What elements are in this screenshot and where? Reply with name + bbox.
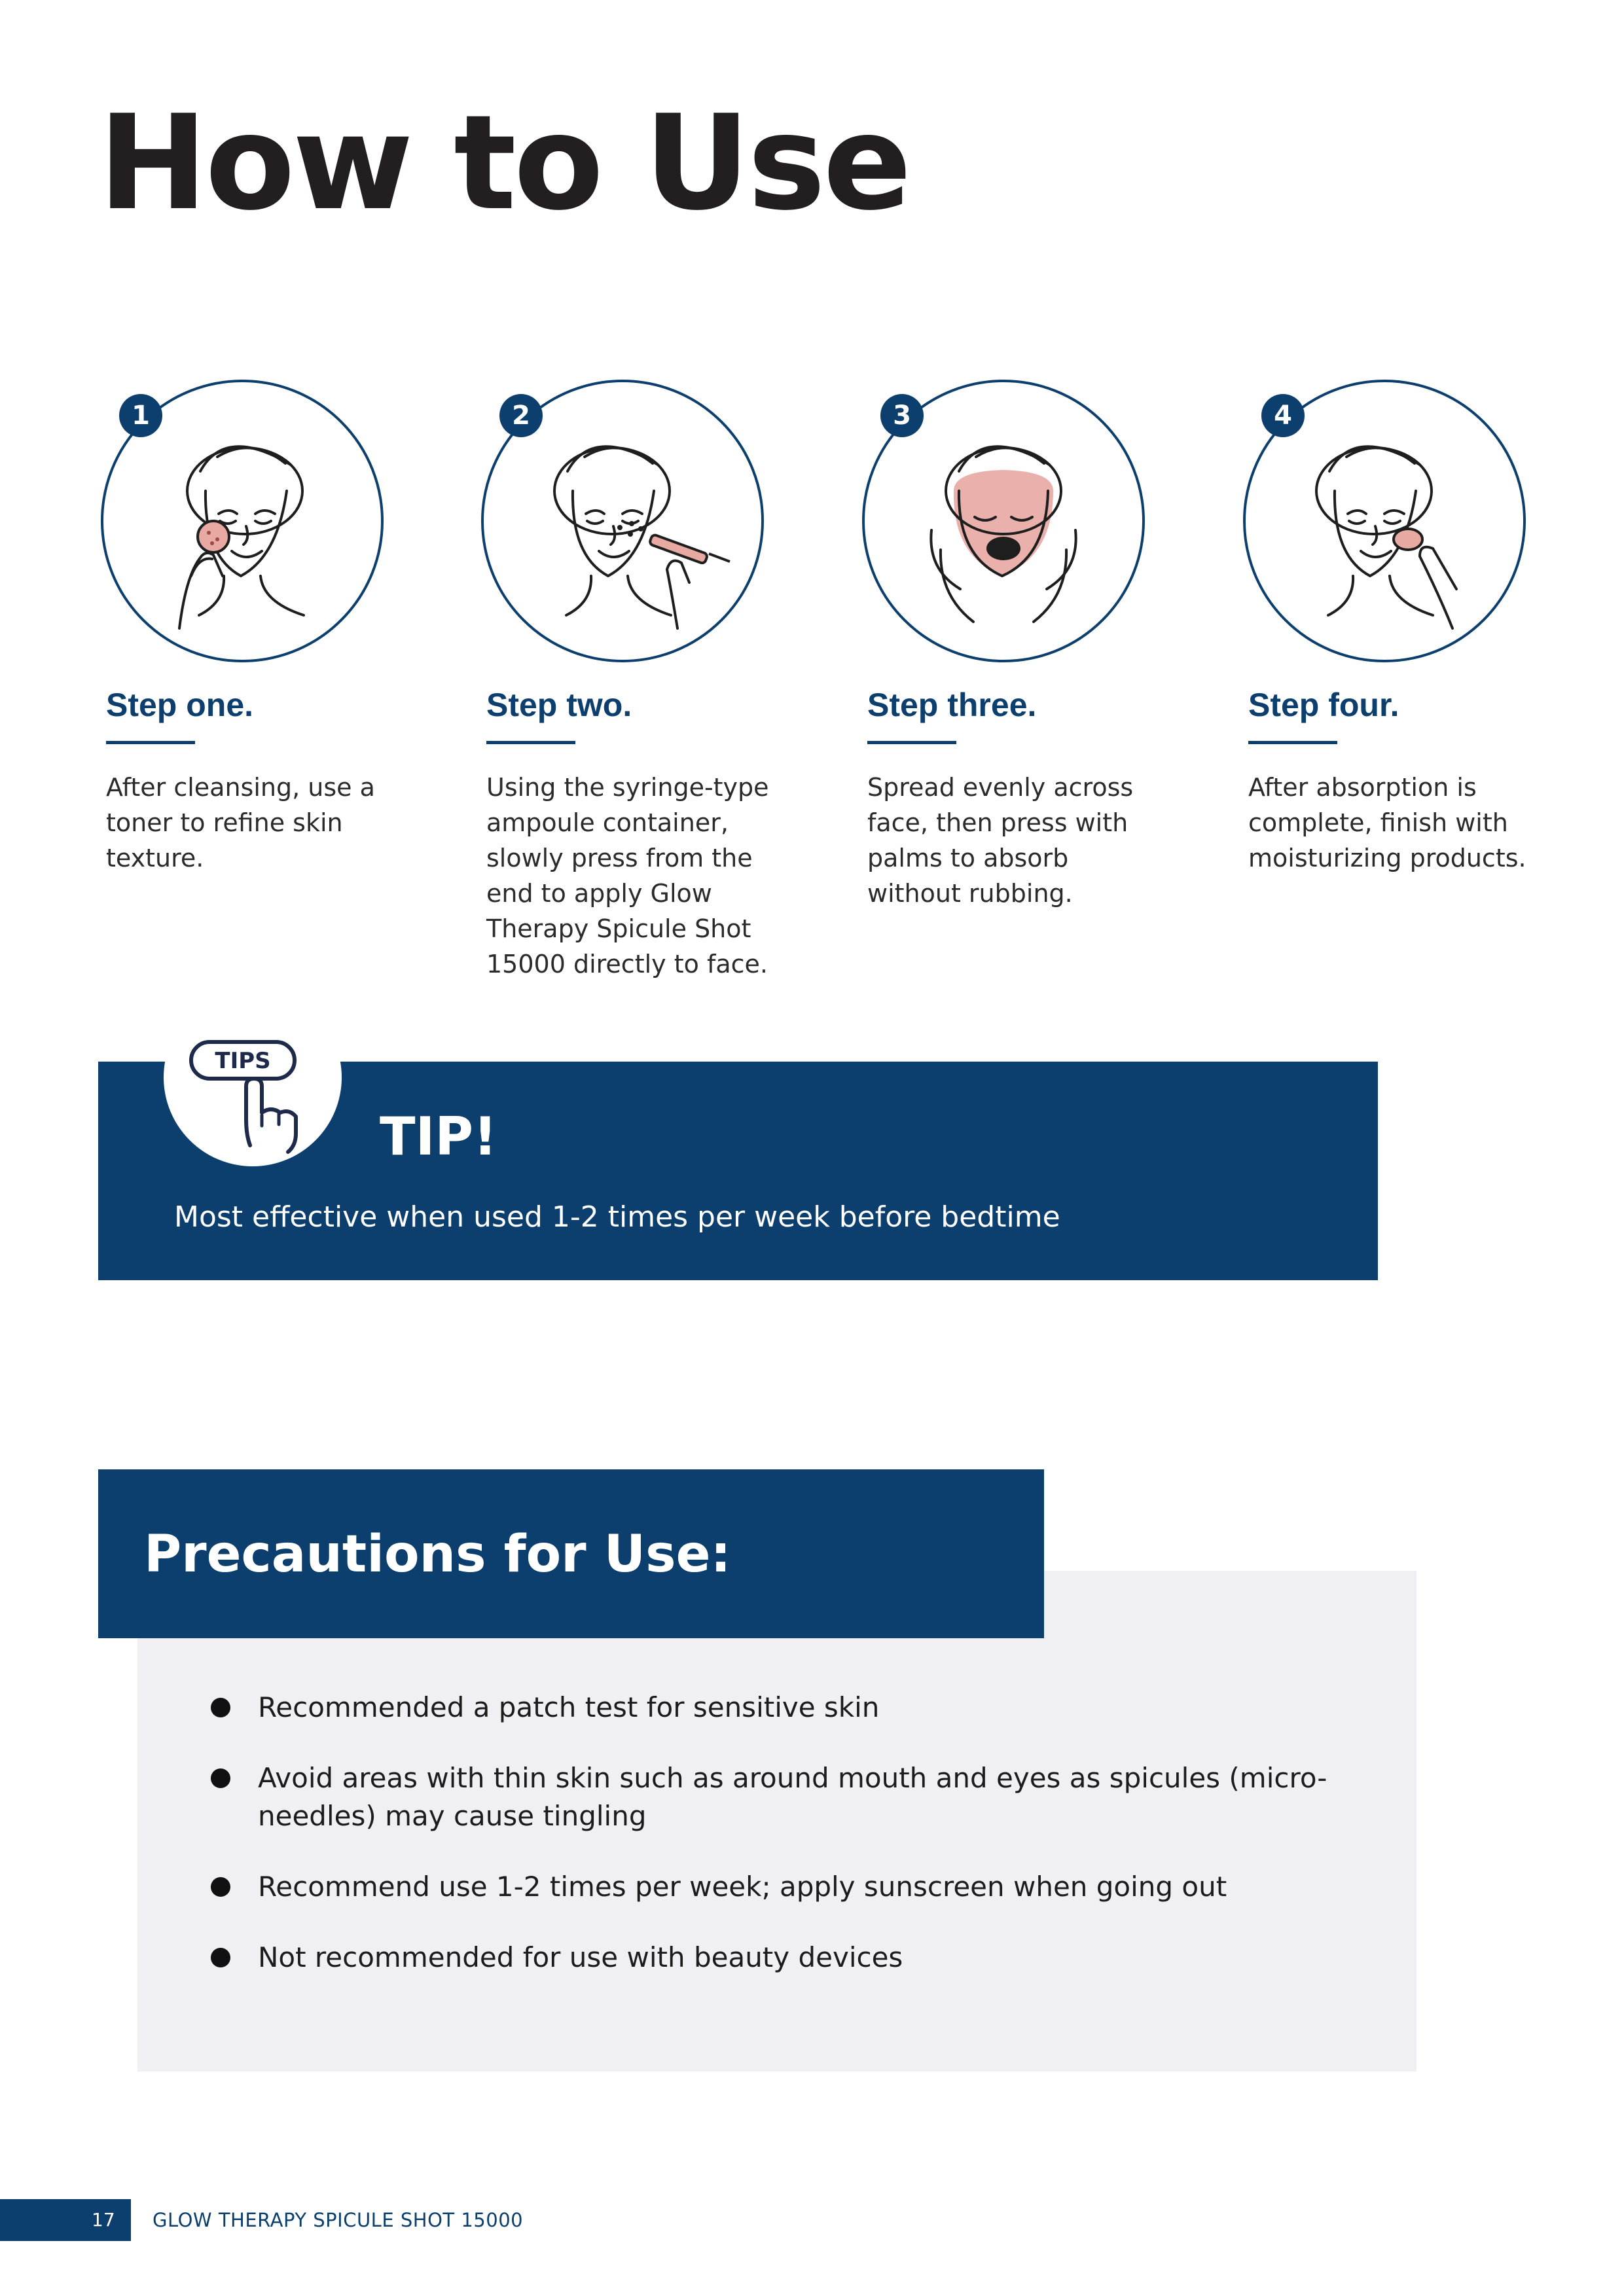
precaution-text: Not recommended for use with beauty devices [258, 1941, 903, 1973]
step-title-underline [867, 741, 956, 744]
precaution-item [211, 1868, 1389, 1906]
precaution-text: Recommend use 1-2 times per week; apply sunscreen when going out [258, 1871, 1227, 1903]
page-title: How to Use [98, 87, 909, 240]
step-number-badge: 1 [119, 394, 162, 437]
step-description: Using the syringe-type ampoule container, slowly press from the end to apply Glow Therapy Spicule Shot 15000 directly to face. [486, 773, 769, 978]
step-title: Step two. [486, 687, 632, 723]
step-number-badge: 3 [880, 394, 924, 437]
bullet-icon [211, 1768, 230, 1788]
page-number: 17 [92, 2209, 115, 2231]
precaution-text: Recommended a patch test for sensitive skin [258, 1691, 880, 1723]
footer-product-name: GLOW THERAPY SPICULE SHOT 15000 [153, 2209, 524, 2231]
step-title-underline [1248, 741, 1337, 744]
tip-text: Most effective when used 1-2 times per week before bedtime [174, 1200, 1060, 1234]
step-title-underline [486, 741, 575, 744]
precautions-title: Precautions for Use: [144, 1525, 731, 1584]
step-title: Step four. [1248, 687, 1399, 723]
precaution-item [211, 1939, 1389, 1977]
bullet-icon [211, 1698, 230, 1717]
step-description: After absorption is complete, finish with moisturizing products. [1248, 773, 1526, 872]
tips-badge-text: TIPS [215, 1048, 271, 1074]
tips-badge [164, 988, 342, 1166]
precaution-item [211, 1759, 1389, 1835]
step-title: Step three. [867, 687, 1037, 723]
tips-pointer-icon [164, 988, 342, 1166]
precaution-text: Avoid areas with thin skin such as around mouth and eyes as spicules (micro-needles) may cause tingling [258, 1762, 1327, 1832]
step-number-badge: 4 [1261, 394, 1305, 437]
bullet-icon [211, 1948, 230, 1967]
step-description: After cleansing, use a toner to refine skin texture. [106, 773, 375, 872]
step-title-underline [106, 741, 195, 744]
precaution-item [211, 1689, 1389, 1727]
step-number-badge: 2 [499, 394, 543, 437]
bullet-icon [211, 1877, 230, 1897]
step-title: Step one. [106, 687, 254, 723]
step-description: Spread evenly across face, then press with palms to absorb without rubbing. [867, 773, 1134, 908]
precautions-list [211, 1689, 1389, 2009]
tip-title: TIP! [380, 1106, 497, 1167]
